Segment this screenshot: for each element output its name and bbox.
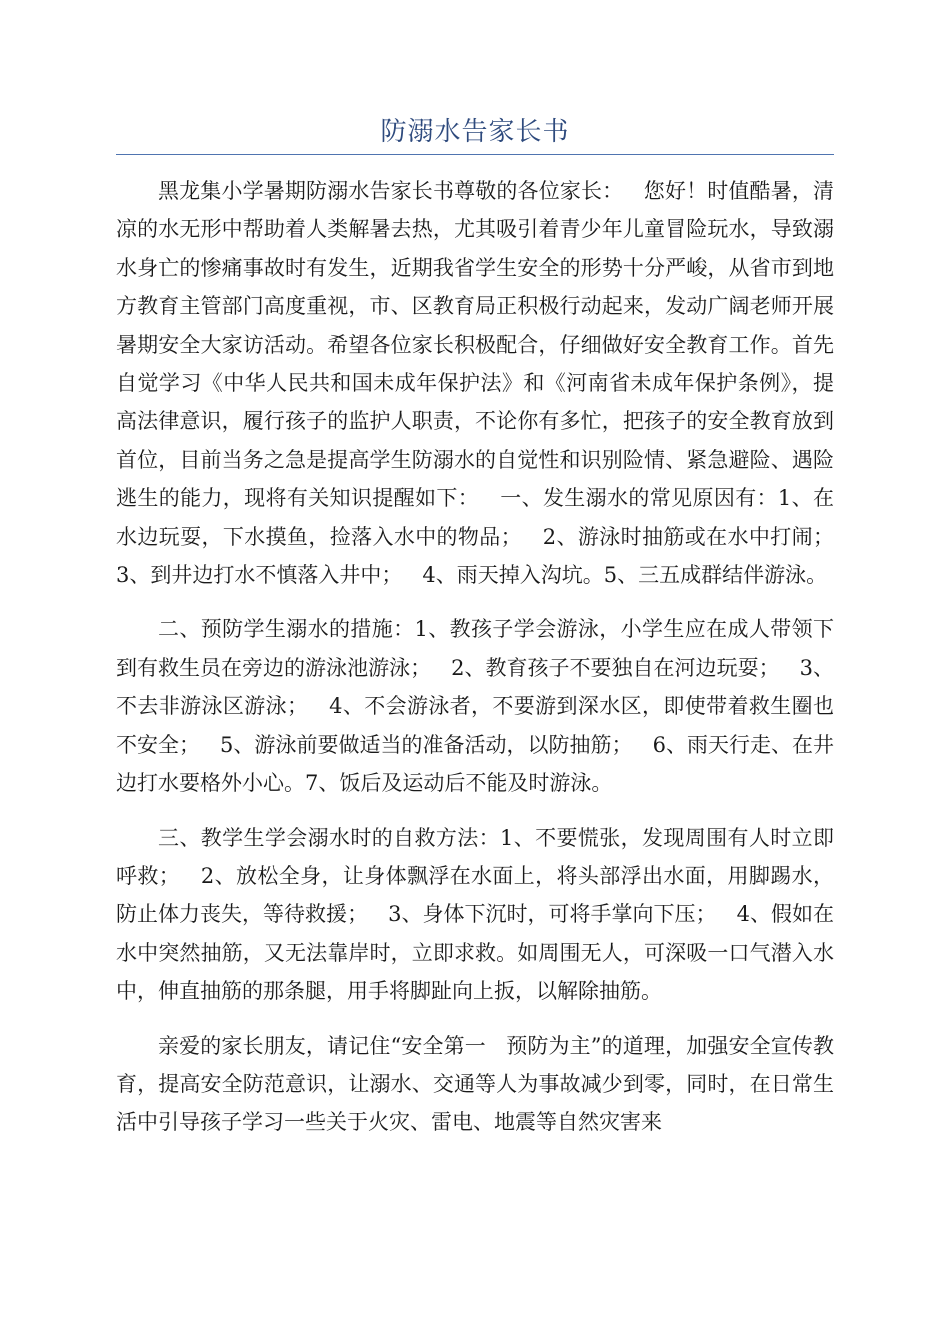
title-divider <box>116 154 834 155</box>
paragraph-prevention: 二、预防学生溺水的措施：1、教孩子学会游泳，小学生应在成人带领下到有救生员在旁边的游泳池游泳； 2、教育孩子不要独自在河边玩耍； 3、不去非游泳区游泳； 4、不会游泳者，不要游到深水区，即使带着救生圈也不安全； 5、游泳前要做适当的准备活动，以防抽筋； 6、雨天行走、在井边打水要格外小心。7、饭后及运动后不能及时游泳。 <box>116 617 834 796</box>
document-body <box>116 172 855 1158</box>
document-page <box>116 0 855 1344</box>
paragraph-closing: 亲爱的家长朋友，请记住“安全第一 预防为主”的道理，加强安全宣传教育，提高安全防范意识，让溺水、交通等人为事故减少到零，同时，在日常生活中引导孩子学习一些关于火灾、雷电、地震等自然灾害来 <box>116 1033 834 1135</box>
document-title: 防溺水告家长书 <box>380 117 570 147</box>
paragraph-self-rescue: 三、教学生学会溺水时的自救方法：1、不要慌张，发现周围有人时立即呼救； 2、放松全身，让身体飘浮在水面上，将头部浮出水面，用脚踢水，防止体力丧失，等待救援； 3、身体下沉时，可将手掌向下压； 4、假如在水中突然抽筋，又无法靠岸时，立即求救。如周围无人，可深吸一口气潜入水中，伸直抽筋的那条腿，用手将脚趾向上扳，以解除抽筋。 <box>116 825 834 1004</box>
paragraph-intro: 黑龙集小学暑期防溺水告家长书尊敬的各位家长： 您好！时值酷暑，清凉的水无形中帮助着人类解暑去热，尤其吸引着青少年儿童冒险玩水，导致溺水身亡的惨痛事故时有发生，近期我省学生安全的形势十分严峻，从省市到地方教育主管部门高度重视，市、区教育局正积极行动起来，发动广阔老师开展暑期安全大家访活动。希望各位家长积极配合，仔细做好安全教育工作。首先自觉学习《中华人民共和国未成年保护法》和《河南省未成年保护条例》，提高法律意识，履行孩子的监护人职责，不论你有多忙，把孩子的安全教育放到首位，目前当务之急是提高学生防溺水的自觉性和识别险情、紧急避险、遇险逃生的能力，现将有关知识提醒如下： 一、发生溺水的常见原因有：1、在水边玩耍，下水摸鱼，捡落入水中的物品； 2、游泳时抽筋或在水中打闹； 3、到井边打水不慎落入井中； 4、雨天掉入沟坑。5、三五成群结伴游泳。 <box>116 179 855 588</box>
